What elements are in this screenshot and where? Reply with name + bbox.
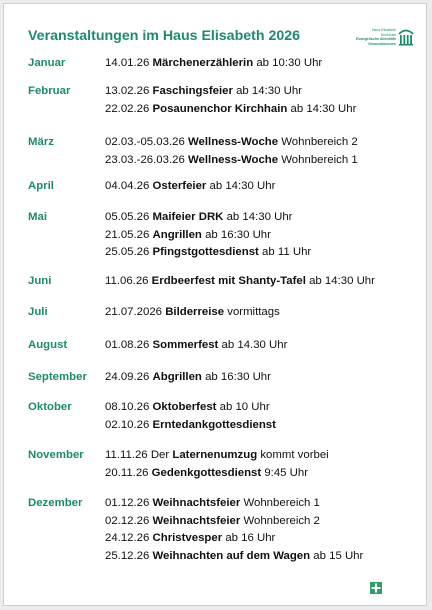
event-title: Erdbeerfest mit Shanty-Tafel bbox=[151, 275, 306, 287]
event-title: Wellness-Woche bbox=[187, 153, 279, 166]
event-line bbox=[105, 550, 363, 562]
event-title: Pfingstgottesdienst bbox=[152, 246, 259, 258]
event-date: 11.06.26 bbox=[105, 275, 149, 287]
event-detail: ab 14.30 Uhr bbox=[221, 339, 288, 351]
event-line bbox=[105, 371, 271, 383]
month-label: Mai bbox=[28, 211, 47, 223]
event-detail: Wohnbereich 2 bbox=[243, 514, 320, 527]
event-date: 04.04.26 bbox=[105, 180, 150, 192]
event-date: 14.01.26 bbox=[105, 57, 150, 69]
event-date: 22.02.26 bbox=[105, 102, 150, 115]
event-detail: ab 11 Uhr bbox=[262, 246, 312, 258]
event-title: Abgrillen bbox=[152, 371, 202, 383]
event-date: 20.11.26 bbox=[105, 466, 149, 479]
event-date: 23.03.-26.03.26 bbox=[105, 153, 185, 166]
event-line bbox=[105, 136, 358, 148]
event-detail: ab 14:30 Uhr bbox=[209, 180, 276, 192]
event-title: Oktoberfest bbox=[152, 401, 217, 413]
event-title: Laternenumzug bbox=[172, 449, 258, 461]
event-date: 25.12.26 bbox=[105, 549, 150, 562]
month-label: Februar bbox=[28, 85, 71, 97]
event-line bbox=[105, 497, 320, 509]
month-label: November bbox=[28, 449, 84, 461]
event-line bbox=[105, 467, 308, 479]
event-detail: Wohnbereich 2 bbox=[281, 136, 358, 148]
page-title: Veranstaltungen im Haus Elisabeth 2026 bbox=[28, 28, 301, 44]
event-detail: Wohnbereich 1 bbox=[281, 153, 358, 166]
event-line bbox=[105, 57, 322, 69]
logo-text bbox=[356, 28, 396, 46]
event-line bbox=[105, 211, 292, 223]
event-detail: ab 15 Uhr bbox=[313, 549, 364, 562]
event-date: 05.05.26 bbox=[105, 211, 150, 223]
document-page bbox=[3, 3, 427, 606]
event-date: 08.10.26 bbox=[105, 401, 150, 413]
logo-line: Kirchhain bbox=[381, 32, 396, 37]
event-line bbox=[105, 229, 271, 241]
event-line bbox=[105, 515, 320, 527]
event-detail: ab 14:30 Uhr bbox=[236, 85, 302, 97]
month-label: August bbox=[28, 339, 68, 351]
event-line bbox=[105, 154, 358, 166]
event-title: Bilderreise bbox=[165, 306, 225, 318]
logo-line: Gesundbrunnen bbox=[368, 41, 396, 46]
event-date: 24.12.26 bbox=[105, 532, 150, 544]
event-detail: vormittags bbox=[227, 306, 280, 318]
event-line bbox=[105, 339, 287, 351]
month-label: März bbox=[28, 136, 54, 148]
event-title: Faschingsfeier bbox=[152, 85, 233, 97]
event-date: 11.11.26 bbox=[105, 449, 148, 461]
event-date: 21.07.2026 bbox=[105, 306, 163, 318]
month-label: April bbox=[28, 180, 54, 192]
month-label: Juli bbox=[28, 306, 48, 318]
event-detail: ab 10 Uhr bbox=[219, 401, 270, 413]
event-date: 02.12.26 bbox=[105, 514, 150, 527]
event-line bbox=[105, 246, 311, 258]
event-line bbox=[105, 180, 275, 192]
event-detail: kommt vorbei bbox=[260, 449, 329, 461]
event-title: Osterfeier bbox=[152, 180, 207, 192]
event-date: 02.03.-05.03.26 bbox=[105, 136, 185, 148]
month-label: September bbox=[28, 371, 87, 383]
event-title: Gedenkgottesdienst bbox=[151, 466, 262, 479]
event-prefix: Der bbox=[150, 449, 170, 461]
event-title: Weihnachtsfeier bbox=[152, 514, 241, 527]
event-date: 25.05.26 bbox=[105, 246, 150, 258]
event-line bbox=[105, 401, 270, 413]
event-line bbox=[105, 85, 302, 97]
event-date: 13.02.26 bbox=[105, 85, 150, 97]
month-label: Oktober bbox=[28, 401, 72, 413]
event-date: 01.12.26 bbox=[105, 497, 150, 509]
event-date: 01.08.26 bbox=[105, 339, 150, 351]
month-label: Juni bbox=[28, 275, 52, 287]
event-title: Weihnachten auf dem Wagen bbox=[152, 549, 311, 562]
event-line bbox=[105, 532, 275, 544]
cross-square-icon bbox=[370, 582, 382, 594]
logo-line: Evangelische Altenhilfe bbox=[356, 37, 397, 42]
event-title: Märchenerzählerin bbox=[152, 57, 254, 69]
event-title: Erntedankgottesdienst bbox=[152, 418, 276, 431]
event-detail: ab 16:30 Uhr bbox=[205, 228, 271, 241]
event-title: Christvesper bbox=[152, 532, 223, 544]
event-line bbox=[105, 103, 356, 115]
event-detail: Wohnbereich 1 bbox=[243, 497, 320, 509]
event-title: Weihnachtsfeier bbox=[152, 497, 241, 509]
haus-elisabeth-logo bbox=[356, 28, 416, 50]
event-detail: ab 16 Uhr bbox=[225, 532, 276, 544]
event-title: Maifeier DRK bbox=[152, 211, 224, 223]
event-date: 24.09.26 bbox=[105, 371, 150, 383]
logo-line: Haus Elisabeth bbox=[371, 28, 396, 32]
event-line bbox=[105, 419, 276, 431]
event-date: 02.10.26 bbox=[105, 418, 150, 431]
event-title: Angrillen bbox=[152, 228, 202, 241]
event-line bbox=[105, 306, 280, 318]
event-detail: ab 14:30 Uhr bbox=[290, 102, 357, 115]
event-line bbox=[105, 449, 329, 461]
event-title: Posaunenchor Kirchhain bbox=[152, 102, 288, 115]
event-detail: ab 10:30 Uhr bbox=[256, 57, 323, 69]
event-detail: ab 16:30 Uhr bbox=[205, 371, 271, 383]
event-title: Sommerfest bbox=[152, 339, 219, 351]
month-label: Januar bbox=[28, 57, 66, 69]
event-line bbox=[105, 275, 375, 287]
event-title: Wellness-Woche bbox=[187, 136, 279, 148]
event-date: 21.05.26 bbox=[105, 228, 150, 241]
event-detail: ab 14:30 Uhr bbox=[226, 211, 293, 223]
month-label: Dezember bbox=[28, 497, 83, 509]
event-detail: ab 14:30 Uhr bbox=[309, 275, 375, 287]
event-detail: 9:45 Uhr bbox=[264, 466, 309, 479]
church-columns-logo-icon bbox=[398, 28, 414, 46]
